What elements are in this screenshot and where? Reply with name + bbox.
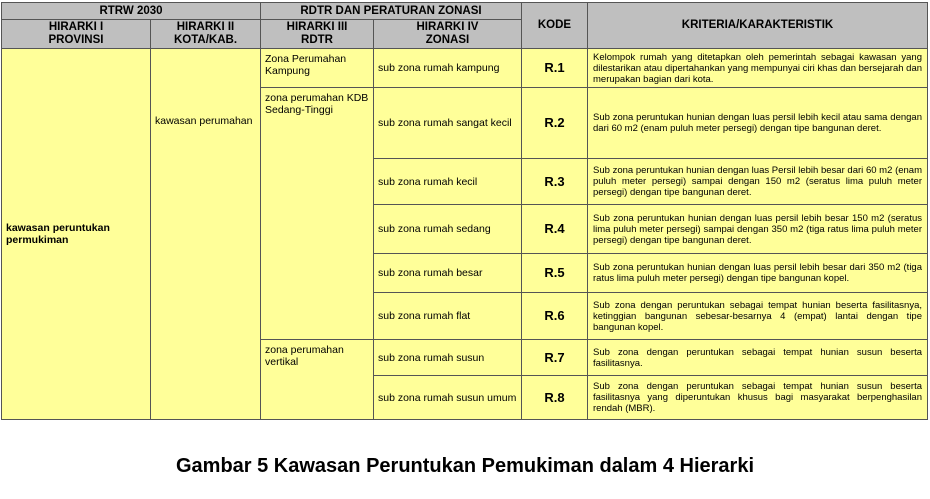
kriteria-cell: Sub zona dengan peruntukan sebagai tempat hunian susun beserta fasilitasnya. (588, 340, 928, 376)
kriteria-cell: Sub zona peruntukan hunian dengan luas Persil lebih besar dari 60 m2 (enam puluh meter persegi) sampai dengan 150 m2 (seratus lima puluh meter persegi) dengan tipe bangunan deret. (588, 159, 928, 205)
hirarki2-header (151, 20, 261, 49)
hirarki3-cell: zona perumahan KDB Sedang-Tinggi (261, 88, 374, 340)
zona-cell: sub zona rumah susun (374, 340, 522, 376)
kode-cell: R.1 (522, 49, 588, 88)
hirarki4-line1: HIRARKI IV (416, 21, 479, 33)
kriteria-cell: Kelompok rumah yang ditetapkan oleh pemerintah sebagai kawasan yang dilestarikan atau dipertahankan yang mempunyai ciri khas dan bersejarah dan merupakan bagian dari kota. (588, 49, 928, 88)
table-row (2, 49, 928, 88)
hirarki1-cell: kawasan peruntukan permukiman (2, 49, 151, 420)
kode-cell: R.7 (522, 340, 588, 376)
rtrw-header: RTRW 2030 (2, 3, 261, 20)
hirarki3-line2: RDTR (301, 34, 333, 46)
kriteria-header: KRITERIA/KARAKTERISTIK (588, 3, 928, 49)
hirarki3-cell: Zona Perumahan Kampung (261, 49, 374, 88)
kode-cell: R.5 (522, 254, 588, 293)
hirarki3-line1: HIRARKI III (286, 21, 348, 33)
kode-cell: R.6 (522, 293, 588, 340)
hirarki3-header (261, 20, 374, 49)
figure-caption: Gambar 5 Kawasan Peruntukan Pemukiman dalam 4 Hierarki (175, 455, 755, 477)
hirarki1-line1: HIRARKI I (48, 21, 104, 33)
hirarki1-header (2, 20, 151, 49)
kode-header: KODE (522, 3, 588, 49)
hirarki2-line1: HIRARKI II (176, 21, 235, 33)
kriteria-cell: Sub zona peruntukan hunian dengan luas persil lebih kecil atau sama dengan dari 60 m2 (enam puluh meter persegi) dengan tipe bangunan deret. (588, 88, 928, 159)
hirarki4-line2: ZONASI (425, 34, 470, 46)
kode-cell: R.4 (522, 205, 588, 254)
hirarki3-cell: zona perumahan vertikal (261, 340, 374, 420)
zona-cell: sub zona rumah susun umum (374, 376, 522, 420)
kode-cell: R.3 (522, 159, 588, 205)
kriteria-cell: Sub zona dengan peruntukan sebagai tempat hunian beserta fasilitasnya, ketinggian bangunan sebesar-besarnya 4 (empat) lantai dengan tipe bangunan kopel. (588, 293, 928, 340)
zona-cell: sub zona rumah kecil (374, 159, 522, 205)
zona-cell: sub zona rumah sedang (374, 205, 522, 254)
zona-cell: sub zona rumah besar (374, 254, 522, 293)
kode-cell: R.8 (522, 376, 588, 420)
hirarki2-line2: KOTA/KAB. (173, 34, 238, 46)
kriteria-cell: Sub zona dengan peruntukan sebagai tempat hunian susun beserta fasilitasnya yang diperuntukan khusus bagi masyarakat berpenghasilan rendah (MBR). (588, 376, 928, 420)
zoning-table (1, 2, 928, 420)
zona-cell: sub zona rumah sangat kecil (374, 88, 522, 159)
kriteria-cell: Sub zona peruntukan hunian dengan luas persil lebih besar 150 m2 (seratus lima puluh meter persegi) sampai dengan 350 m2 (tiga ratus lima puluh meter persegi) dengan tipe bangunan deret. (588, 205, 928, 254)
hirarki4-header (374, 20, 522, 49)
zona-cell: sub zona rumah flat (374, 293, 522, 340)
hirarki2-cell: kawasan perumahan (151, 49, 261, 420)
rdtr-group-header: RDTR DAN PERATURAN ZONASI (261, 3, 522, 20)
kode-cell: R.2 (522, 88, 588, 159)
hirarki1-line2: PROVINSI (48, 34, 104, 46)
zona-cell: sub zona rumah kampung (374, 49, 522, 88)
kriteria-cell: Sub zona peruntukan hunian dengan luas persil lebih besar dari 350 m2 (tiga ratus lima puluh meter persegi) dengan tipe bangunan kopel. (588, 254, 928, 293)
